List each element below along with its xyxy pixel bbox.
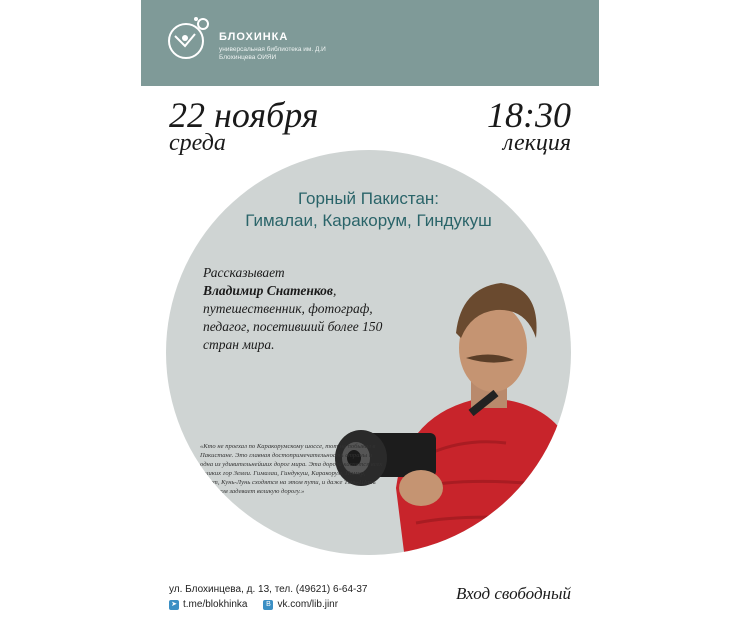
event-poster — [141, 0, 599, 624]
social-links — [169, 599, 338, 610]
library-logo-icon — [165, 16, 211, 62]
speaker-intro: Рассказывает — [203, 265, 285, 280]
poster-header — [141, 0, 599, 86]
event-type: лекция — [502, 130, 571, 156]
quote-text: «Кто не проехал по Каракорумскому шоссе, тот не побывал в Пакистане. Это главная достопримечательность страны и одна из удивительнейших дорог мира. Эта дорога касается всех великих гор Земли. Гималаи, Гиндукуш, Каракорум, Памир, Тибет, Кунь-Лунь сходятся на этом пути, и даже Тянь-Шань краешком задевает великую дорогу.» — [200, 443, 383, 495]
telegram-label: t.me/blokhinka — [183, 599, 248, 610]
library-subtitle: универсальная библиотека им. Д.И Блохинцева ОИЯИ — [219, 46, 326, 61]
photo-circle — [166, 150, 571, 555]
event-time: 18:30 — [487, 95, 571, 135]
vk-icon: В — [263, 600, 273, 610]
event-weekday: среда — [169, 130, 226, 156]
event-date: 22 ноября — [169, 95, 319, 135]
address: ул. Блохинцева, д. 13, тел. (49621) 6-64-37 — [169, 584, 368, 595]
speaker-description: путешественник, фотограф, педагог, посетивший более 150 стран мира. — [203, 301, 383, 352]
telegram-link[interactable] — [169, 599, 247, 610]
speaker-info: Рассказывает Владимир Снатенков, путешественник, фотограф, педагог, посетивший более 150 стран мира. — [203, 265, 383, 352]
talk-title-line2: Гималаи, Каракорум, Гиндукуш — [245, 211, 492, 230]
library-name: БЛОХИНКА — [219, 31, 289, 43]
entry-note: Вход свободный — [455, 584, 571, 603]
talk-title-line1: Горный Пакистан: — [297, 189, 440, 208]
vk-link[interactable] — [263, 599, 338, 610]
talk-title — [166, 188, 571, 232]
telegram-icon: ➤ — [169, 600, 179, 610]
speaker-name: Владимир Снатенков — [203, 283, 333, 298]
vk-label: vk.com/lib.jinr — [277, 599, 339, 610]
